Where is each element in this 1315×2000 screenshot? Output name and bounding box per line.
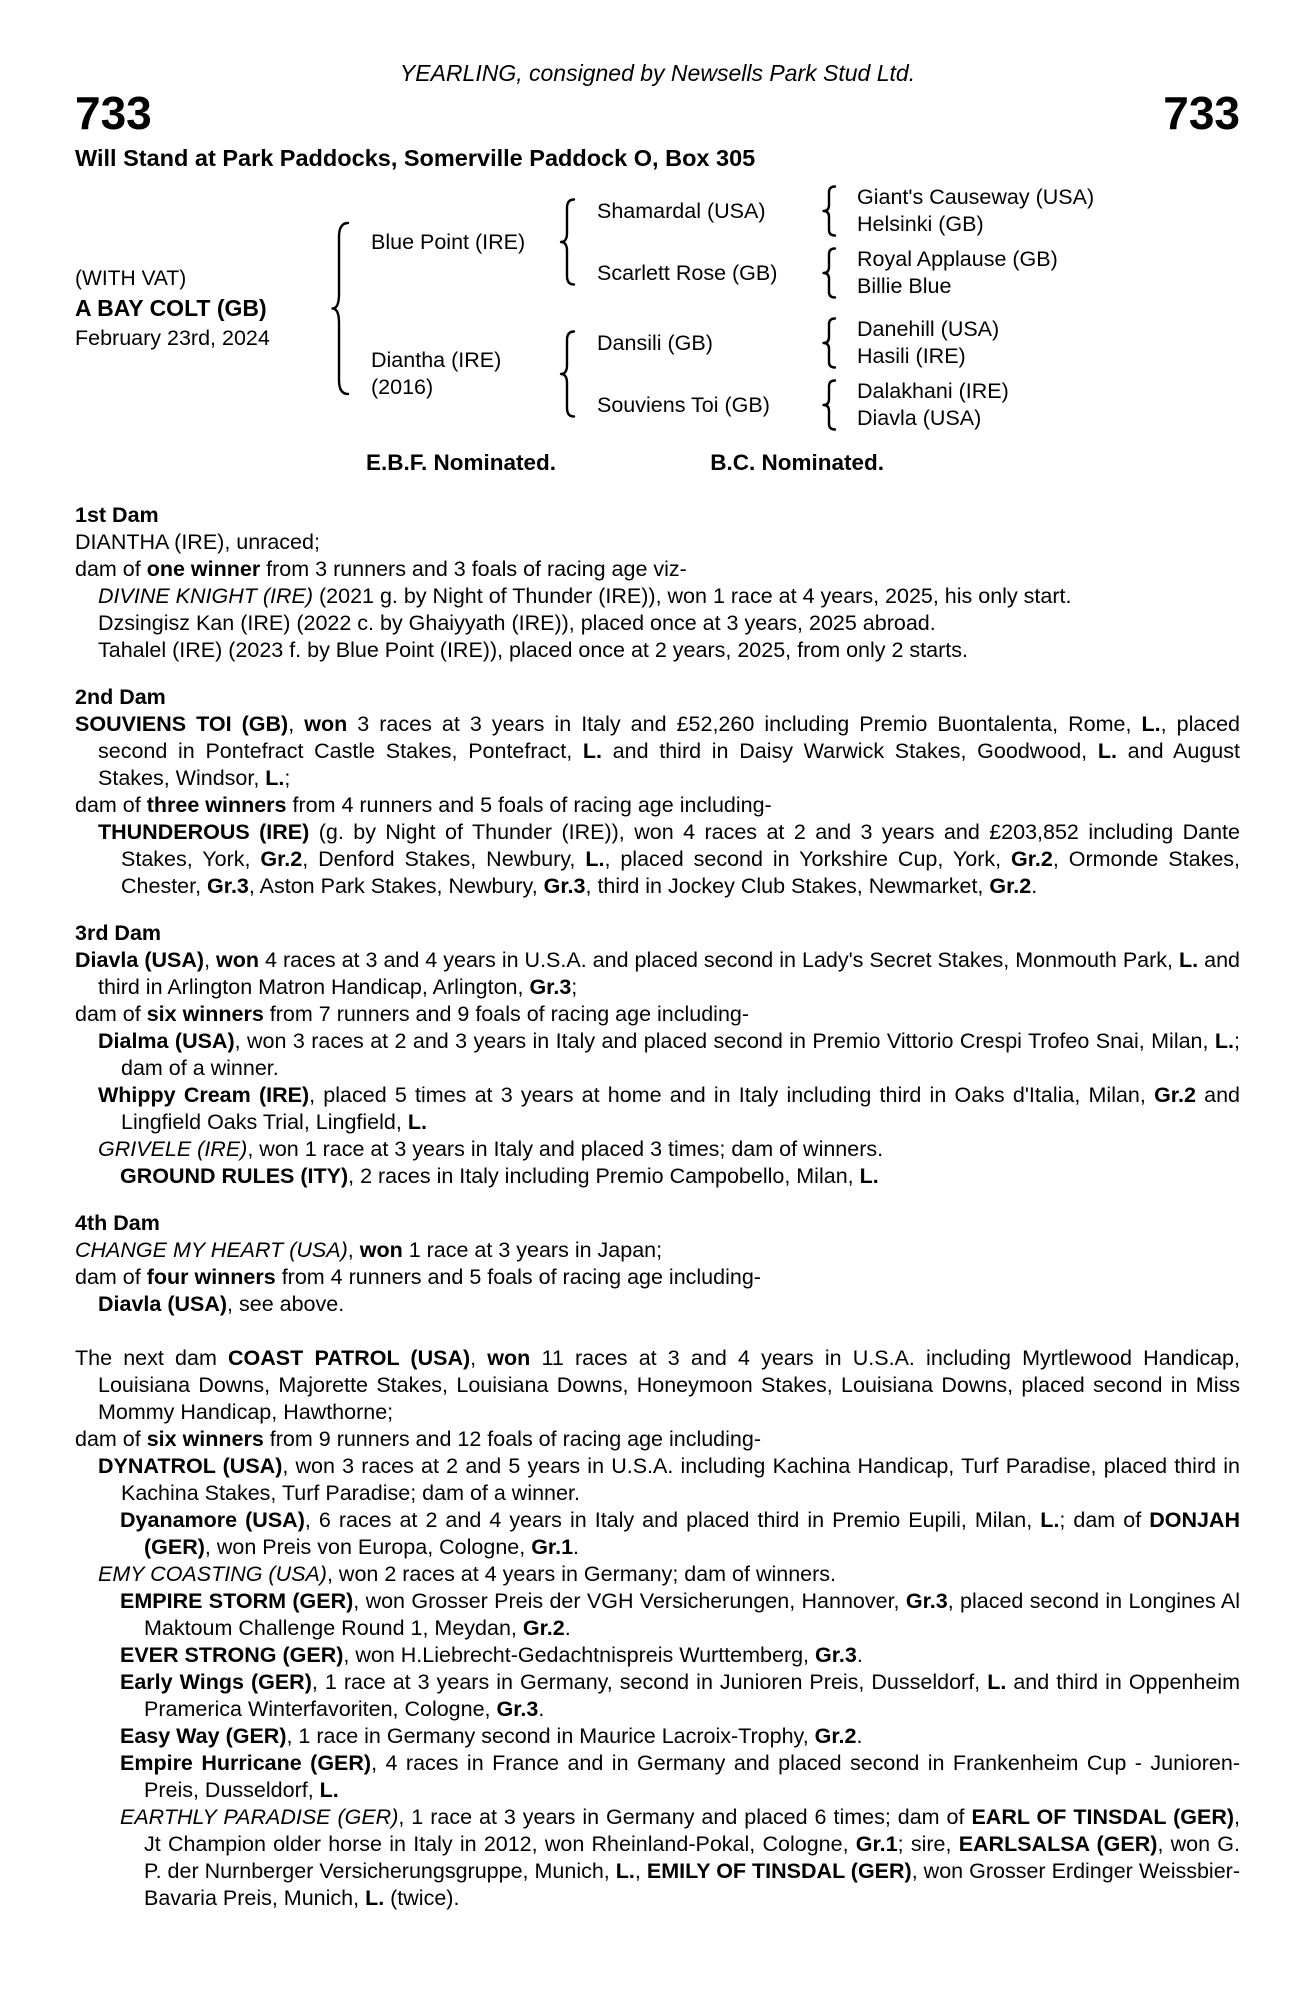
- pedigree-paragraph: [75, 1453, 1240, 1507]
- text-run: L.: [1141, 712, 1161, 737]
- sire-name: Blue Point (IRE): [371, 229, 526, 254]
- text-run: , won 1 race at 3 years in Italy and placed 3 times; dam of winners.: [247, 1137, 884, 1162]
- text-run: and third in Arlington Matron Handicap, Arlington,: [98, 948, 1240, 1000]
- text-run: ,: [288, 712, 305, 737]
- pedigree-paragraph: [75, 711, 1240, 792]
- brace-greatgrandparents: [821, 379, 841, 431]
- text-run: L.: [585, 847, 605, 872]
- section-heading: 1st Dam: [75, 503, 159, 528]
- curly-brace-icon: [821, 317, 841, 369]
- text-run: won: [487, 1346, 531, 1371]
- pedigree-paragraph: [75, 556, 1240, 583]
- pedigree-paragraph: [75, 1507, 1240, 1561]
- pedigree-paragraph: [75, 1028, 1240, 1082]
- text-run: (g. by Night of Thunder (IRE)), won 4 races at 2 and 3 years and £203,852 including Dante Stakes, York,: [121, 820, 1240, 872]
- text-run: DIVINE KNIGHT (IRE): [98, 584, 314, 609]
- curly-brace-icon: [821, 185, 841, 237]
- pedigree-paragraph: [75, 1291, 1240, 1318]
- text-run: .: [573, 1535, 580, 1560]
- text-run: from 9 runners and 12 foals of racing age including-: [263, 1427, 761, 1452]
- catalog-body: [75, 502, 1240, 1912]
- text-run: , won Grosser Erdinger Weissbier-Bavaria Preis, Munich,: [144, 1859, 1240, 1911]
- text-run: L.: [365, 1886, 385, 1911]
- greatgrandparents: [847, 184, 1094, 238]
- text-run: Early Wings (GER): [120, 1670, 312, 1695]
- text-run: , 6 races at 2 and 4 years in Italy and placed third in Premio Eupili, Milan,: [304, 1508, 1041, 1533]
- text-run: , Ormonde Stakes, Chester,: [121, 847, 1241, 899]
- text-run: won: [304, 712, 348, 737]
- dam-name: Diantha (IRE): [371, 348, 502, 373]
- text-run: dam of: [75, 1265, 147, 1290]
- text-run: DIANTHA (IRE), unraced;: [75, 530, 320, 555]
- pedigree-paragraph: [75, 1723, 1240, 1750]
- text-run: Gr.3: [543, 874, 586, 899]
- text-run: ;: [571, 975, 578, 1000]
- text-run: L.: [987, 1670, 1007, 1695]
- text-run: L.: [615, 1859, 635, 1884]
- text-run: L.: [1214, 1029, 1234, 1054]
- text-run: Dzsingisz Kan (IRE) (2022 c. by Ghaiyyath (IRE)), placed once at 3 years, 2025 abroad.: [98, 611, 936, 636]
- section-heading: 2nd Dam: [75, 685, 166, 710]
- text-run: EVER STRONG (GER): [120, 1643, 344, 1668]
- text-run: L.: [319, 1778, 339, 1803]
- text-run: L.: [859, 1164, 879, 1189]
- text-run: Gr.3: [529, 975, 572, 1000]
- colt-info: [75, 265, 325, 352]
- brace-greatgrandparents: [821, 185, 841, 237]
- text-run: dam of: [75, 1002, 147, 1027]
- text-run: ,: [347, 1238, 360, 1263]
- pedigree-paragraph: [75, 1588, 1240, 1642]
- text-run: , third in Jockey Club Stakes, Newmarket,: [585, 874, 990, 899]
- text-run: (twice).: [384, 1886, 460, 1911]
- text-run: Whippy Cream (IRE): [98, 1083, 310, 1108]
- text-run: 3 races at 3 years in Italy and £52,260 including Premio Buontalenta, Rome,: [347, 712, 1142, 737]
- pedigree-paragraph: [75, 529, 1240, 556]
- text-run: DYNATROL (USA): [98, 1454, 283, 1479]
- text-run: Gr.3: [496, 1697, 539, 1722]
- text-run: and August Stakes, Windsor,: [98, 739, 1240, 791]
- text-run: .: [538, 1697, 545, 1722]
- pedigree-paragraph: [75, 1001, 1240, 1028]
- text-run: , 4 races in France and in Germany and placed second in Frankenheim Cup - Junioren-Preis, Dusseldorf,: [144, 1751, 1240, 1803]
- text-run: , placed second in Pontefract Castle Stakes, Pontefract,: [98, 712, 1240, 764]
- brace-greatgrandparents: [821, 317, 841, 369]
- text-run: EARTHLY PARADISE (GER): [120, 1805, 399, 1830]
- text-run: ; sire,: [897, 1832, 959, 1857]
- text-run: ,: [204, 948, 217, 973]
- pedigree-paragraph: [75, 1561, 1240, 1588]
- text-run: (2021 g. by Night of Thunder (IRE)), won 1 race at 4 years, 2025, his only start.: [313, 584, 1072, 609]
- text-run: from 7 runners and 9 foals of racing age including-: [263, 1002, 750, 1027]
- pedigree-paragraph: [75, 1237, 1240, 1264]
- text-run: 1 race at 3 years in Japan;: [402, 1238, 663, 1263]
- text-run: GRIVELE (IRE): [98, 1137, 248, 1162]
- text-run: Gr.2: [522, 1616, 565, 1641]
- text-run: EMY COASTING (USA): [98, 1562, 327, 1587]
- ggp-name: Dalakhani (IRE): [857, 379, 1009, 404]
- text-run: six winners: [146, 1427, 264, 1452]
- text-run: Diavla (USA): [98, 1292, 228, 1317]
- generation1-column: [361, 184, 1094, 432]
- text-run: , won 3 races at 2 and 5 years in U.S.A. including Kachina Handicap, Turf Paradise, placed third in Kachina Stakes, Turf Paradise; dam of a winner.: [121, 1454, 1240, 1506]
- text-run: DONJAH (GER): [144, 1508, 1240, 1560]
- ggp-name: Billie Blue: [857, 274, 952, 299]
- dam-name-block: [361, 347, 553, 401]
- text-run: Gr.2: [814, 1724, 857, 1749]
- pedigree-tree: [75, 184, 1240, 432]
- text-run: 4 races at 3 and 4 years in U.S.A. and placed second in Lady's Secret Stakes, Monmouth Park,: [259, 948, 1180, 973]
- dam-parents-column: [587, 316, 1009, 432]
- bc-nominated: B.C. Nominated.: [710, 450, 885, 476]
- pedigree-paragraph: [75, 1804, 1240, 1912]
- text-run: , won G. P. der Nurnberger Versicherungsgruppe, Munich,: [144, 1832, 1241, 1884]
- pedigree-paragraph: [75, 792, 1240, 819]
- greatgrandparents: [847, 378, 1009, 432]
- text-run: won: [216, 948, 260, 973]
- pedigree-paragraph: [75, 1642, 1240, 1669]
- ggp-name: Hasili (IRE): [857, 344, 966, 369]
- text-run: .: [1031, 874, 1038, 899]
- text-run: EMILY OF TINSDAL (GER): [646, 1859, 912, 1884]
- text-run: , won Grosser Preis der VGH Versicherungen, Hannover,: [353, 1589, 906, 1614]
- text-run: and third in Oppenheim Pramerica Winterfavoriten, Cologne,: [144, 1670, 1240, 1722]
- brace-sire-parents: [559, 198, 581, 286]
- text-run: CHANGE MY HEART (USA): [75, 1238, 348, 1263]
- text-run: Diavla (USA): [75, 948, 205, 973]
- text-run: Tahalel (IRE) (2023 f. by Blue Point (IRE)), placed once at 2 years, 2025, from only 2 starts.: [98, 638, 968, 663]
- ggp-name: Danehill (USA): [857, 317, 1000, 342]
- greatgrandparents: [847, 316, 999, 370]
- text-run: from 3 runners and 3 foals of racing age viz-: [260, 557, 687, 582]
- granddam-unit: [587, 378, 1009, 432]
- curly-brace-icon: [331, 221, 355, 396]
- text-run: , Jt Champion older horse in Italy in 2012, won Rheinland-Pokal, Cologne,: [144, 1805, 1240, 1857]
- pedigree-paragraph: [75, 1264, 1240, 1291]
- curly-brace-icon: [559, 330, 581, 418]
- text-run: ,: [634, 1859, 647, 1884]
- curly-brace-icon: [821, 379, 841, 431]
- text-run: , 1 race in Germany second in Maurice Lacroix-Trophy,: [286, 1724, 815, 1749]
- text-run: .: [856, 1643, 863, 1668]
- text-run: EMPIRE STORM (GER): [120, 1589, 354, 1614]
- text-run: , placed second in Yorkshire Cup, York,: [604, 847, 1012, 872]
- text-run: , placed second in Longines Al Maktoum Challenge Round 1, Meydan,: [144, 1589, 1240, 1641]
- text-run: ; dam of a winner.: [121, 1029, 1240, 1081]
- grandsire-unit: [587, 316, 1009, 370]
- text-run: Gr.2: [989, 874, 1032, 899]
- stand-location-line: Will Stand at Park Paddocks, Somerville Paddock O, Box 305: [75, 145, 756, 172]
- section-heading: 4th Dam: [75, 1211, 160, 1236]
- dam-year: (2016): [371, 375, 434, 400]
- text-run: Gr.2: [1154, 1083, 1196, 1108]
- pedigree-paragraph: [75, 1345, 1240, 1426]
- pedigree-paragraph: [75, 1669, 1240, 1723]
- ggp-name: Helsinki (GB): [857, 212, 984, 237]
- text-run: Gr.3: [815, 1643, 857, 1668]
- text-run: from 4 runners and 5 foals of racing age including-: [275, 1265, 761, 1290]
- grandsire-name: Shamardal (USA): [597, 198, 766, 223]
- text-run: .: [856, 1724, 863, 1749]
- lot-number-row: [75, 89, 1240, 137]
- sire-parents-column: [587, 184, 1094, 300]
- text-run: 11 races at 3 and 4 years in U.S.A. including Myrtlewood Handicap, Louisiana Downs, Majorette Stakes, Louisiana Downs, Honeymoon Stakes, Louisiana Downs, placed second in Miss Mommy Handicap, Hawthorne;: [98, 1346, 1240, 1425]
- text-run: dam of: [75, 1427, 147, 1452]
- brace-generation1: [331, 221, 355, 396]
- lot-number-left: 733: [75, 87, 152, 139]
- consignor-line: YEARLING, consigned by Newsells Park Stud Ltd.: [399, 60, 916, 86]
- curly-brace-icon: [559, 198, 581, 286]
- text-run: , 1 race at 3 years in Germany, second in Junioren Preis, Dusseldorf,: [311, 1670, 988, 1695]
- text-run: L.: [1097, 739, 1117, 764]
- text-run: GROUND RULES (ITY): [120, 1164, 349, 1189]
- text-run: won: [359, 1238, 403, 1263]
- text-run: THUNDEROUS (IRE): [98, 820, 310, 845]
- text-run: , won 3 races at 2 and 3 years in Italy and placed second in Premio Vittorio Crespi Trofeo Snai, Milan,: [234, 1029, 1215, 1054]
- ggp-name: Royal Applause (GB): [857, 247, 1058, 272]
- text-run: , see above.: [227, 1292, 345, 1317]
- ebf-nominated: E.B.F. Nominated.: [366, 450, 557, 476]
- pedigree-paragraph: [75, 1426, 1240, 1453]
- brace-dam-parents: [559, 330, 581, 418]
- granddam-unit: [587, 246, 1094, 300]
- pedigree-paragraph: [75, 637, 1240, 664]
- text-run: L.: [1179, 948, 1199, 973]
- text-run: , won 2 races at 4 years in Germany; dam of winners.: [326, 1562, 837, 1587]
- vat-note: (WITH VAT): [75, 266, 187, 290]
- pedigree-paragraph: [75, 610, 1240, 637]
- text-run: from 4 runners and 5 foals of racing age including-: [286, 793, 772, 818]
- text-run: , won Preis von Europa, Cologne,: [204, 1535, 532, 1560]
- text-run: Gr.3: [905, 1589, 948, 1614]
- text-run: L.: [407, 1110, 427, 1135]
- ggp-name: Giant's Causeway (USA): [857, 185, 1095, 210]
- sire-branch: [361, 184, 1094, 300]
- text-run: The next dam: [75, 1346, 229, 1371]
- nominations-row: [75, 450, 1240, 476]
- dam-branch: [361, 316, 1094, 432]
- greatgrandparents: [847, 246, 1058, 300]
- text-run: COAST PATROL (USA): [228, 1346, 471, 1371]
- text-run: Dialma (USA): [98, 1029, 235, 1054]
- pedigree-paragraph: [75, 1163, 1240, 1190]
- grandsire-name: Dansili (GB): [597, 330, 713, 355]
- text-run: , Aston Park Stakes, Newbury,: [248, 874, 544, 899]
- text-run: Gr.2: [1011, 847, 1053, 872]
- colt-name: A BAY COLT (GB): [75, 294, 267, 321]
- text-run: , placed 5 times at 3 years at home and in Italy including third in Oaks d'Italia, Milan,: [309, 1083, 1155, 1108]
- text-run: and third in Daisy Warwick Stakes, Goodwood,: [601, 739, 1098, 764]
- text-run: L.: [265, 766, 285, 791]
- text-run: EARL OF TINSDAL (GER): [971, 1805, 1235, 1830]
- text-run: Gr.1: [531, 1535, 574, 1560]
- text-run: .: [564, 1616, 571, 1641]
- text-run: , won H.Liebrecht-Gedachtnispreis Wurttemberg,: [343, 1643, 816, 1668]
- granddam-name: Souviens Toi (GB): [597, 392, 770, 417]
- text-run: dam of: [75, 793, 147, 818]
- pedigree-paragraph: [75, 947, 1240, 1001]
- text-run: Gr.1: [855, 1832, 898, 1857]
- text-run: ;: [284, 766, 291, 791]
- text-run: L.: [1040, 1508, 1060, 1533]
- text-run: , Denford Stakes, Newbury,: [302, 847, 586, 872]
- page-content: [0, 60, 1315, 1912]
- text-run: , 1 race at 3 years in Germany and placed 6 times; dam of: [398, 1805, 972, 1830]
- text-run: Dyanamore (USA): [120, 1508, 305, 1533]
- pedigree-paragraph: [75, 1750, 1240, 1804]
- pedigree-paragraph: [75, 1082, 1240, 1136]
- foal-date: February 23rd, 2024: [75, 325, 270, 350]
- ggp-name: Diavla (USA): [857, 406, 982, 431]
- text-run: Easy Way (GER): [120, 1724, 287, 1749]
- granddam-name: Scarlett Rose (GB): [597, 260, 778, 285]
- text-run: SOUVIENS TOI (GB): [75, 712, 289, 737]
- text-run: ; dam of: [1059, 1508, 1150, 1533]
- text-run: Gr.2: [260, 847, 303, 872]
- text-run: Gr.3: [207, 874, 249, 899]
- text-run: L.: [582, 739, 602, 764]
- pedigree-paragraph: [75, 583, 1240, 610]
- pedigree-paragraph: [75, 1136, 1240, 1163]
- text-run: one winner: [146, 557, 261, 582]
- lot-number-right: 733: [1163, 87, 1240, 139]
- text-run: Empire Hurricane (GER): [120, 1751, 372, 1776]
- brace-greatgrandparents: [821, 247, 841, 299]
- text-run: ,: [470, 1346, 488, 1371]
- text-run: EARLSALSA (GER): [958, 1832, 1158, 1857]
- grandsire-unit: [587, 184, 1094, 238]
- text-run: four winners: [146, 1265, 276, 1290]
- text-run: , 2 races in Italy including Premio Campobello, Milan,: [348, 1164, 860, 1189]
- text-run: three winners: [146, 793, 287, 818]
- text-run: dam of: [75, 557, 147, 582]
- pedigree-paragraph: [75, 819, 1240, 900]
- section-heading: 3rd Dam: [75, 921, 162, 946]
- text-run: and Lingfield Oaks Trial, Lingfield,: [121, 1083, 1240, 1135]
- curly-brace-icon: [821, 247, 841, 299]
- text-run: six winners: [146, 1002, 264, 1027]
